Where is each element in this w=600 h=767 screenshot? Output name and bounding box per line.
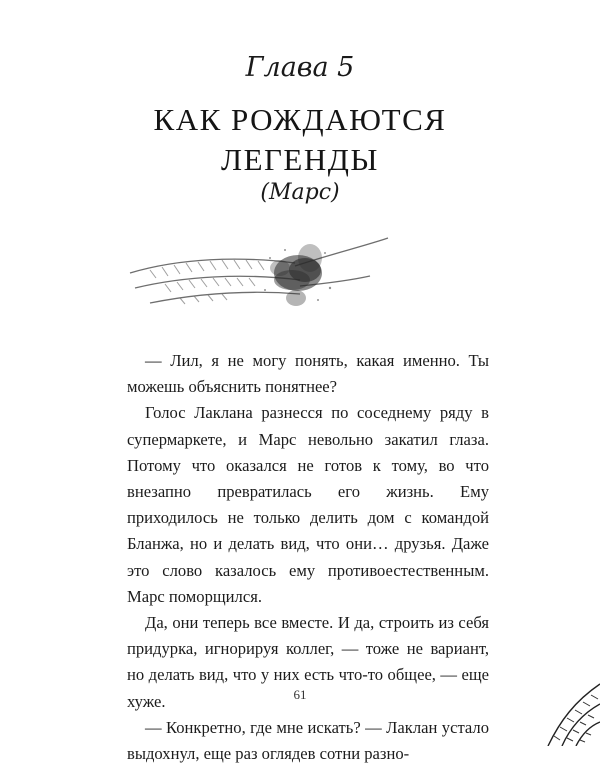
paragraph: Голос Лаклана разнесся по соседнему ряду в супермаркете, и Марс невольно закатил глаза. Потому что оказался не готов к тому, во что внезапно превратилась его жизнь. Ему приходилось не только делить дом с командой Бланжа, но и делать вид, что они… друзья. Даже это слово казалось ему противоестественным. Марс поморщился. <box>127 403 489 606</box>
chapter-label: Глава 5 <box>245 52 355 83</box>
chapter-subtitle: (Марс) <box>260 180 340 205</box>
feather-ornament-icon <box>120 228 410 332</box>
page-number: 61 <box>293 687 307 702</box>
paragraph: Да, они теперь все вместе. И да, строить из себя придурка, игнорируя коллег, — тоже не вариант, но делать вид, что у них есть что-то общее, — еще хуже. <box>127 613 489 711</box>
paragraph: — Конкретно, где мне искать? — Лаклан устало выдохнул, еще раз оглядев сотни разно- <box>127 717 489 764</box>
paragraph: — Лил, я не могу понять, какая именно. Ты можешь объяснить понятнее? <box>127 351 489 397</box>
corner-feather-icon <box>540 666 600 750</box>
chapter-title <box>0 100 600 180</box>
chapter-title-line-1: КАК РОЖДАЮТСЯ <box>153 102 447 137</box>
body-text <box>127 348 489 767</box>
chapter-title-line-2: ЛЕГЕНДЫ <box>221 142 379 177</box>
